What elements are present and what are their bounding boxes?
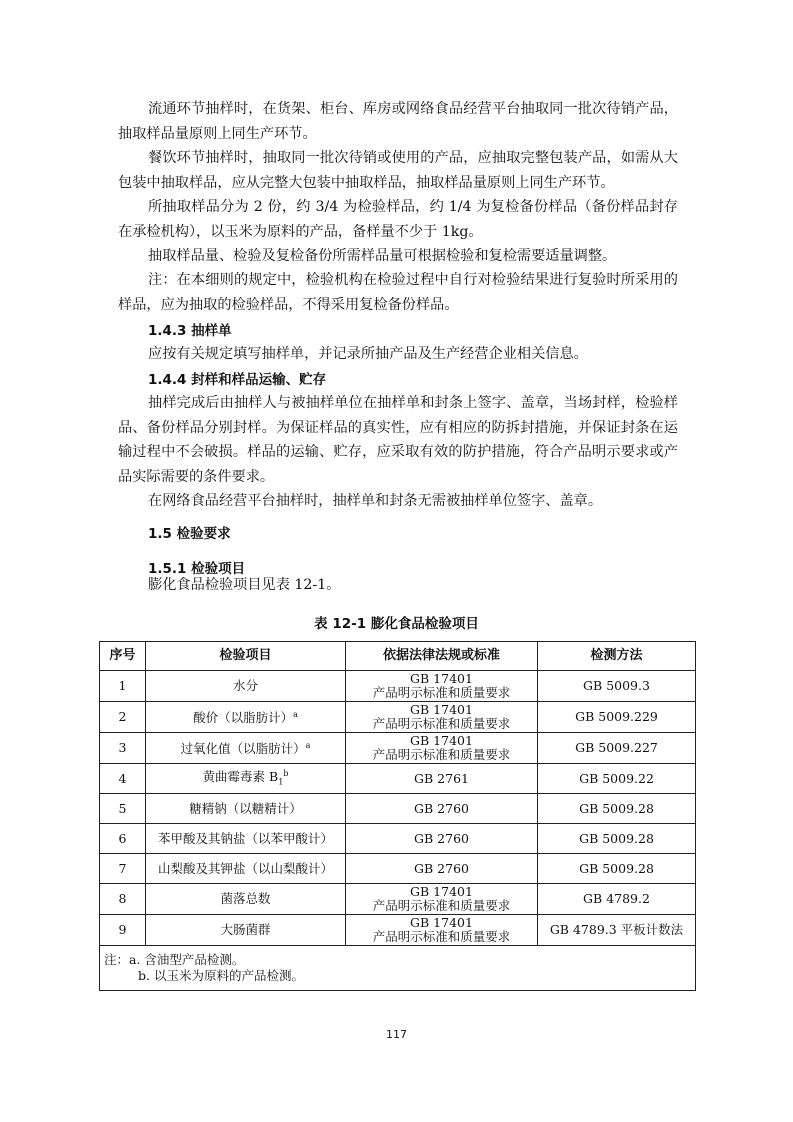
row-standard: GB 17401 产品明示标准和质量要求 (346, 884, 538, 915)
row-number: 7 (100, 854, 146, 884)
row-number: 2 (100, 702, 146, 733)
table-row (100, 824, 696, 854)
row-item: 黄曲霉毒素 $B_1^b$ (146, 764, 346, 794)
table-row (100, 794, 696, 824)
row-number: 5 (100, 794, 146, 824)
row-method: GB 5009.22 (538, 764, 696, 794)
table-note-b: b. 以玉米为原料的产品检测。 (138, 968, 304, 983)
row-item: 菌落总数 (146, 884, 346, 915)
paragraph-item-reference: 膨化食品检验项目见表 12-1。 (148, 577, 341, 593)
header-item: 检验项目 (146, 642, 346, 671)
paragraph-online-sampling: 在网络食品经营平台抽样时，抽样单和封条无需被抽样单位签字、盖章。 (148, 493, 603, 509)
footnote-marker: a (293, 710, 298, 720)
table-caption: 表 12-1 膨化食品检验项目 (314, 616, 479, 632)
heading-1-4-3: 1.4.3 抽样单 (148, 323, 232, 339)
row-method: GB 4789.2 (538, 884, 696, 915)
row-number: 6 (100, 824, 146, 854)
heading-1-4-4: 1.4.4 封样和样品运输、贮存 (148, 372, 327, 388)
table-row (100, 671, 696, 702)
row-item: 大肠菌群 (146, 915, 346, 946)
header-method: 检测方法 (538, 642, 696, 671)
row-method: GB 5009.3 (538, 671, 696, 702)
row-method: GB 5009.229 (538, 702, 696, 733)
row-item: 糖精钠（以糖精计） (146, 794, 346, 824)
row-method: GB 5009.28 (538, 824, 696, 854)
table-row (100, 702, 696, 733)
paragraph-sample-amount: 抽取样品量、检验及复检备份所需样品量可根据检验和复检需要适量调整。 (148, 248, 617, 264)
table-row (100, 884, 696, 915)
row-number: 4 (100, 764, 146, 794)
row-standard: GB 17401 产品明示标准和质量要求 (346, 915, 538, 946)
row-standard: GB 2760 (346, 794, 538, 824)
table-row (100, 915, 696, 946)
row-standard: GB 17401 产品明示标准和质量要求 (346, 671, 538, 702)
table-row (100, 764, 696, 794)
row-method: GB 4789.3 平板计数法 (538, 915, 696, 946)
row-standard: GB 2760 (346, 854, 538, 884)
header-standard: 依据法律法规或标准 (346, 642, 538, 671)
table-row (100, 854, 696, 884)
paragraph-note-retest: 注：在本细则的规定中，检验机构在检验过程中自行对检验结果进行复验时所采用的样品，应为抽取的检验样品，不得采用复检备份样品。 (118, 272, 678, 313)
table-header-row (100, 642, 696, 671)
inspection-items-table (99, 641, 696, 991)
table-note-a: 注：a. 含油型产品检测。 (104, 952, 245, 967)
row-method: GB 5009.28 (538, 794, 696, 824)
page-number: 117 (386, 1028, 407, 1041)
row-standard: GB 2760 (346, 824, 538, 854)
row-item: 水分 (146, 671, 346, 702)
paragraph-sealing-transport: 抽样完成后由抽样人与被抽样单位在抽样单和封条上签字、盖章，当场封样，检验样品、备份样品分别封样。为保证样品的真实性，应有相应的防拆封措施，并保证封条在运输过程中不会破损。样品的运输、贮存，应采取有效的防护措施，符合产品明示要求或产品实际需要的条件要求。 (118, 395, 678, 485)
paragraph-sample-division: 所抽取样品分为 2 份，约 3/4 为检验样品，约 1/4 为复检备份样品（备份样品封存在承检机构），以玉米为原料的产品，备样量不少于 1kg。 (118, 199, 678, 240)
row-number: 9 (100, 915, 146, 946)
paragraph-sampling-form: 应按有关规定填写抽样单，并记录所抽产品及生产经营企业相关信息。 (148, 346, 588, 362)
row-method: GB 5009.227 (538, 733, 696, 764)
header-number: 序号 (100, 642, 146, 671)
row-item: 酸价（以脂肪计）$^a$ (146, 702, 346, 733)
row-number: 8 (100, 884, 146, 915)
footnote-marker: a (305, 741, 311, 751)
subscript: 1 (278, 777, 284, 787)
row-standard: GB 17401 产品明示标准和质量要求 (346, 733, 538, 764)
paragraph-catering-sampling: 餐饮环节抽样时，抽取同一批次待销或使用的产品，应抽取完整包装产品，如需从大包装中抽取样品，应从完整大包装中抽取样品，抽取样品量原则上同生产环节。 (118, 150, 678, 191)
table-notes (100, 946, 696, 991)
paragraph-circulation-sampling: 流通环节抽样时，在货架、柜台、库房或网络食品经营平台抽取同一批次待销产品，抽取样品量原则上同生产环节。 (118, 101, 678, 142)
row-item: 山梨酸及其钾盐（以山梨酸计） (146, 854, 346, 884)
table-row (100, 733, 696, 764)
row-number: 3 (100, 733, 146, 764)
row-standard: GB 17401 产品明示标准和质量要求 (346, 702, 538, 733)
footnote-marker: b (283, 769, 289, 779)
row-item: 过氧化值（以脂肪计）$^a$ (146, 733, 346, 764)
table-notes-row (100, 946, 696, 991)
heading-1-5-1: 1.5.1 检验项目 (148, 561, 246, 577)
heading-1-5: 1.5 检验要求 (148, 526, 231, 542)
row-method: GB 5009.28 (538, 854, 696, 884)
row-standard: GB 2761 (346, 764, 538, 794)
row-number: 1 (100, 671, 146, 702)
row-item: 苯甲酸及其钠盐（以苯甲酸计） (146, 824, 346, 854)
